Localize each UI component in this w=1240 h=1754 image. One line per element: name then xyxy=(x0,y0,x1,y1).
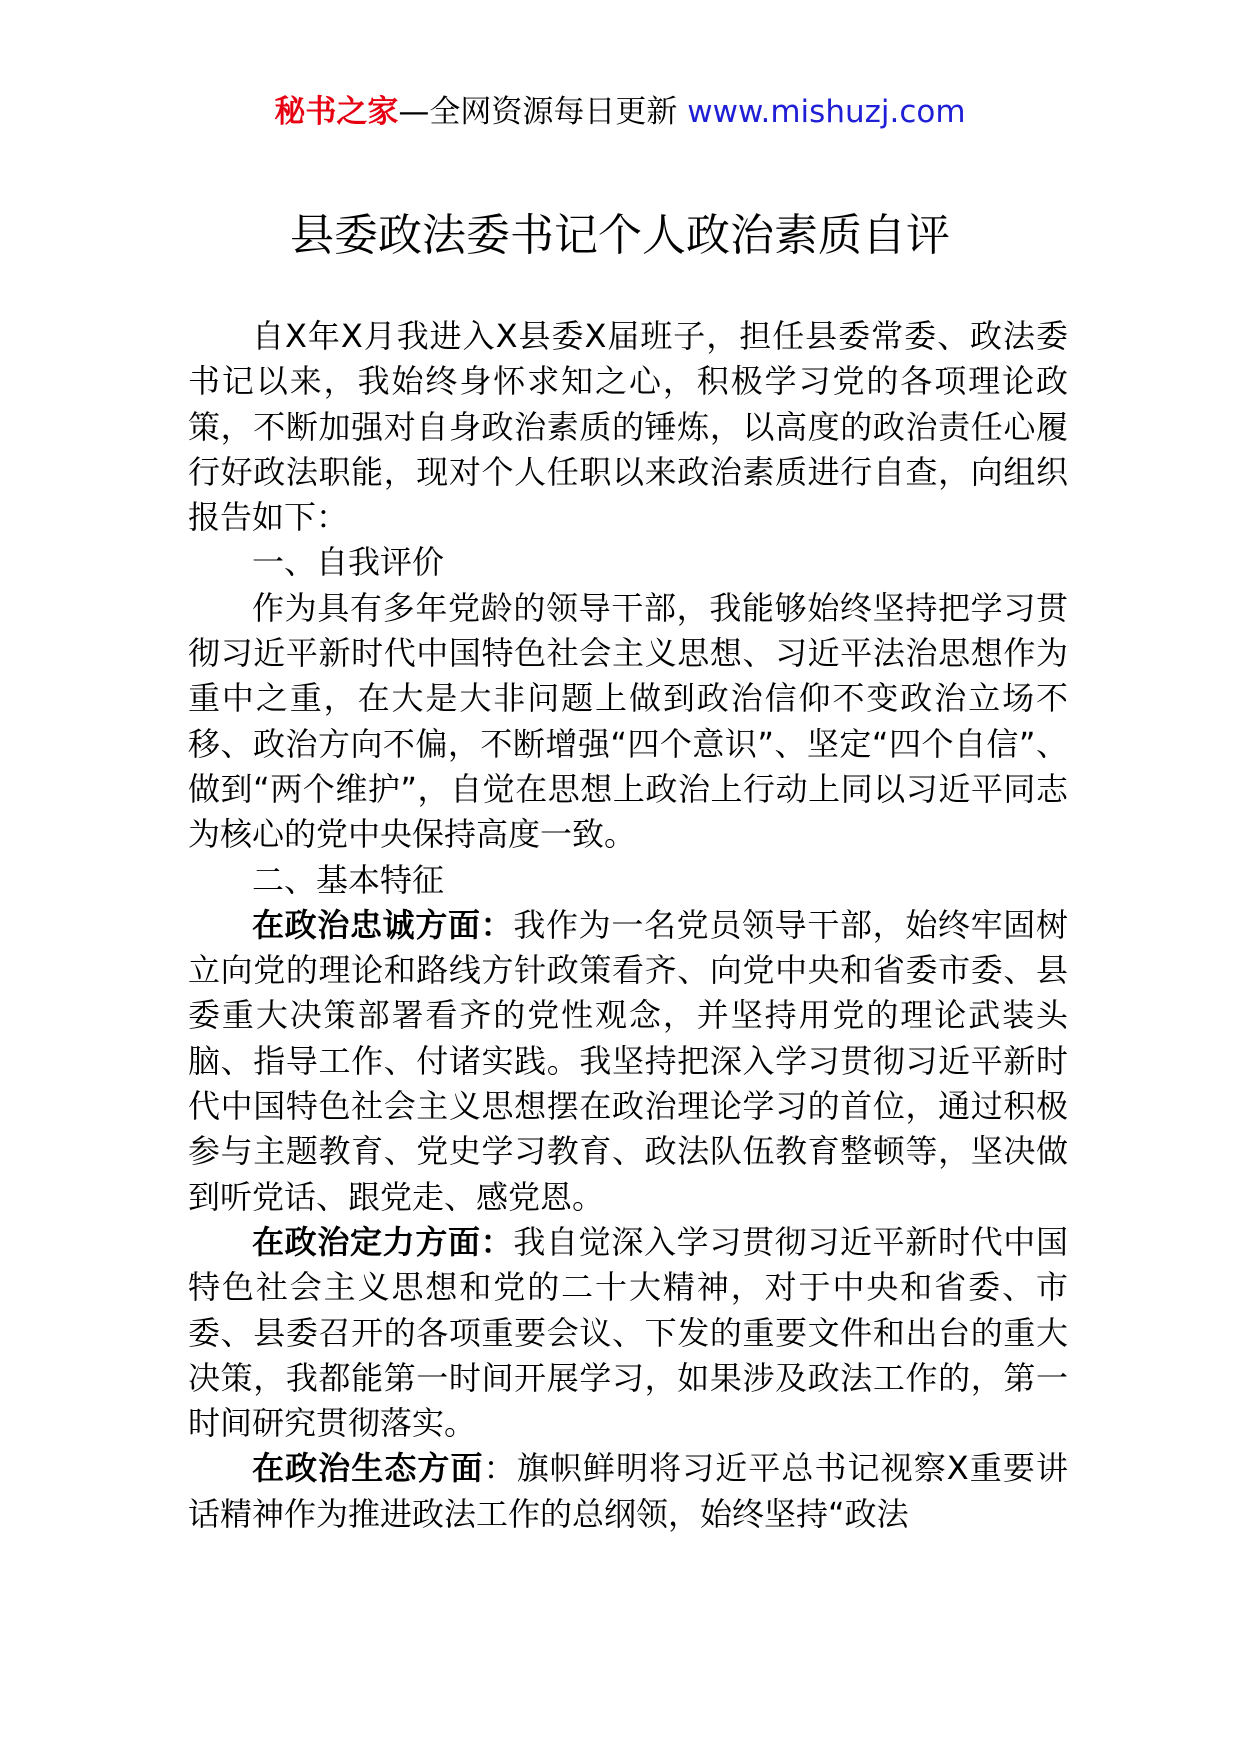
political-ecology-text: ：旗帜鲜明将习近平总书记视察X重要讲话精神作为推进政法工作的总纲领，始终坚持“政法 xyxy=(188,1449,1068,1533)
political-resolve-lead: 在政治定力方面： xyxy=(252,1222,514,1261)
political-loyalty-text: 我作为一名党员领导干部，始终牢固树立向党的理论和路线方针政策看齐、向党中央和省委市委、县委重大决策部署看齐的党性观念，并坚持用党的理论武装头脑、指导工作、付诸实践。我坚持把深入学习贯彻习近平新时代中国特色社会主义思想摆在政治理论学习的首位，通过积极参与主题教育、党史学习教育、政法队伍教育整顿等，坚决做到听党话、跟党走、感党恩。 xyxy=(188,905,1068,1216)
political-ecology-paragraph xyxy=(188,1446,1068,1537)
document-body xyxy=(188,314,1068,1537)
political-resolve-text: 我自觉深入学习贯彻习近平新时代中国特色社会主义思想和党的二十大精神，对于中央和省委、市委、县委召开的各项重要会议、下发的重要文件和出台的重大决策，我都能第一时间开展学习，如果涉及政法工作的，第一时间研究贯彻落实。 xyxy=(188,1222,1068,1443)
political-resolve-paragraph xyxy=(188,1220,1068,1446)
section-heading-basic-features: 二、基本特征 xyxy=(252,860,445,899)
banner-slogan: —全网资源每日更新 xyxy=(398,94,678,130)
self-evaluation-paragraph: 作为具有多年党龄的领导干部，我能够始终坚持把学习贯彻习近平新时代中国特色社会主义思想、习近平法治思想作为重中之重，在大是大非问题上做到政治信仰不变政治立场不移、政治方向不偏，不断增强“四个意识”、坚定“四个自信”、做到“两个维护”，自觉在思想上政治上行动上同以习近平同志为核心的党中央保持高度一致。 xyxy=(188,588,1068,854)
section-heading-self-evaluation: 一、自我评价 xyxy=(252,543,445,582)
political-loyalty-paragraph xyxy=(188,903,1068,1220)
site-banner xyxy=(0,92,1240,132)
website-link[interactable]: www.mishuzj.com xyxy=(687,94,966,130)
intro-paragraph: 自X年X月我进入X县委X届班子，担任县委常委、政法委书记以来，我始终身怀求知之心，积极学习党的各项理论政策，不断加强对自身政治素质的锤炼，以高度的政治责任心履行好政法职能，现对个人任职以来政治素质进行自查，向组织报告如下： xyxy=(188,317,1068,537)
political-ecology-lead: 在政治生态方面 xyxy=(252,1449,484,1488)
brand-name: 秘书之家 xyxy=(274,94,399,130)
document-title: 县委政法委书记个人政治素质自评 xyxy=(290,210,950,261)
political-loyalty-lead: 在政治忠诚方面： xyxy=(252,905,514,944)
